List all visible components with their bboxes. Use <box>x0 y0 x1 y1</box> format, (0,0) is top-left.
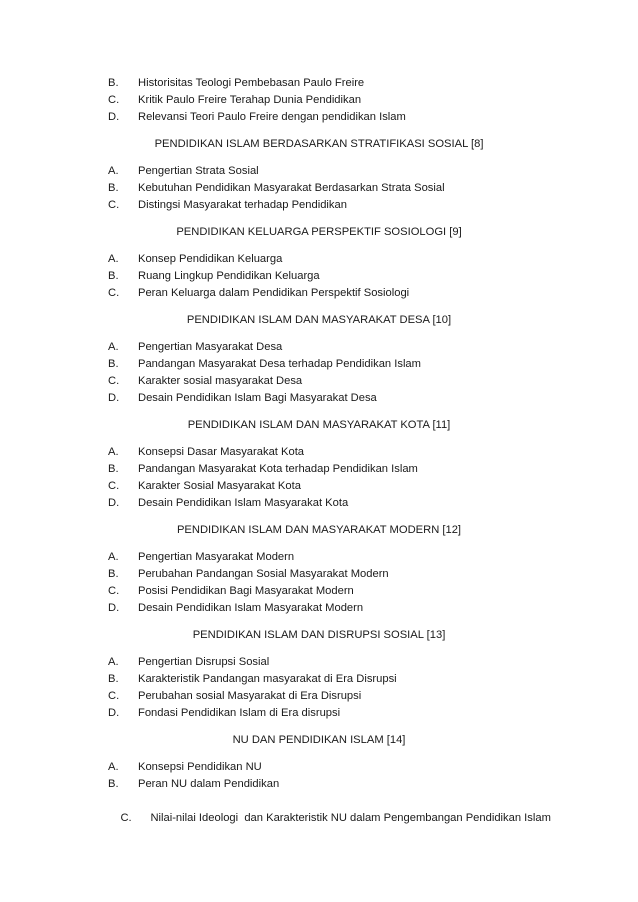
item-letter: A. <box>108 761 119 773</box>
list-item <box>108 654 269 671</box>
list-item <box>108 776 279 793</box>
item-text: Desain Pendidikan Islam Masyarakat Modern <box>138 602 364 614</box>
section-heading: PENDIDIKAN KELUARGA PERSPEKTIF SOSIOLOGI [9] <box>176 226 462 238</box>
list-item <box>108 339 282 356</box>
item-letter: C. <box>120 812 132 824</box>
list-item <box>108 373 302 390</box>
item-text: Fondasi Pendidikan Islam di Era disrupsi <box>138 707 341 719</box>
item-letter: A. <box>108 446 119 458</box>
item-text: Pengertian Masyarakat Modern <box>138 551 295 563</box>
item-text: Desain Pendidikan Islam Bagi Masyarakat Desa <box>138 392 377 404</box>
item-letter: D. <box>108 111 120 123</box>
list-item <box>108 268 320 285</box>
item-letter: B. <box>108 182 119 194</box>
item-letter: D. <box>108 497 120 509</box>
list-item <box>108 705 340 722</box>
item-letter: B. <box>108 463 119 475</box>
item-text: Karakter Sosial Masyarakat Kota <box>138 480 301 492</box>
list-item <box>108 390 377 407</box>
item-letter: B. <box>108 673 119 685</box>
list-item <box>108 688 361 705</box>
item-text: Distingsi Masyarakat terhadap Pendidikan <box>138 199 347 211</box>
list-item <box>108 180 445 197</box>
list-item <box>108 92 361 109</box>
item-text: Desain Pendidikan Islam Masyarakat Kota <box>138 497 349 509</box>
item-letter: D. <box>108 707 120 719</box>
item-letter: B. <box>108 358 119 370</box>
list-item <box>108 793 551 824</box>
item-text: Pengertian Masyarakat Desa <box>138 341 283 353</box>
item-letter: A. <box>108 551 119 563</box>
item-letter: C. <box>108 375 120 387</box>
item-letter: B. <box>108 270 119 282</box>
list-item <box>108 566 389 583</box>
item-text: Kritik Paulo Freire Terahap Dunia Pendidikan <box>138 94 362 106</box>
item-text: Peran NU dalam Pendidikan <box>138 778 280 790</box>
item-letter: A. <box>108 341 119 353</box>
list-item <box>108 759 262 776</box>
list-item <box>108 549 294 566</box>
item-text: Kebutuhan Pendidikan Masyarakat Berdasarkan Strata Sosial <box>138 182 445 194</box>
section-heading: PENDIDIKAN ISLAM BERDASARKAN STRATIFIKASI SOSIAL [8] <box>154 138 484 150</box>
item-text: Ruang Lingkup Pendidikan Keluarga <box>138 270 320 282</box>
item-letter: B. <box>108 77 119 89</box>
item-letter: C. <box>108 585 120 597</box>
item-text: Nilai-nilai Ideologi dan Karakteristik NU dalam Pengembangan Pendidikan Islam <box>150 812 551 824</box>
section-heading: PENDIDIKAN ISLAM DAN MASYARAKAT KOTA [11] <box>187 419 451 431</box>
item-letter: C. <box>108 94 120 106</box>
list-item <box>108 285 409 302</box>
list-item <box>108 461 418 478</box>
item-letter: D. <box>108 392 120 404</box>
item-letter: C. <box>108 480 120 492</box>
item-letter: C. <box>108 199 120 211</box>
item-text: Karakter sosial masyarakat Desa <box>138 375 303 387</box>
item-text: Perubahan Pandangan Sosial Masyarakat Modern <box>138 568 389 580</box>
item-text: Peran Keluarga dalam Pendidikan Perspektif Sosiologi <box>138 287 410 299</box>
item-text: Perubahan sosial Masyarakat di Era Disrupsi <box>138 690 362 702</box>
section-heading: NU DAN PENDIDIKAN ISLAM [14] <box>232 734 406 746</box>
list-item <box>108 251 282 268</box>
list-item <box>108 495 348 512</box>
list-item <box>108 75 364 92</box>
item-text: Pengertian Strata Sosial <box>138 165 259 177</box>
item-text: Pengertian Disrupsi Sosial <box>138 656 270 668</box>
list-item <box>108 583 354 600</box>
item-letter: D. <box>108 602 120 614</box>
item-letter: A. <box>108 656 119 668</box>
item-text: Konsepsi Pendidikan NU <box>138 761 262 773</box>
list-item <box>108 478 301 495</box>
list-item <box>108 444 304 461</box>
item-text: Historisitas Teologi Pembebasan Paulo Freire <box>138 77 365 89</box>
item-text: Pandangan Masyarakat Kota terhadap Pendidikan Islam <box>138 463 418 475</box>
list-item <box>108 197 347 214</box>
item-letter: A. <box>108 165 119 177</box>
item-text: Posisi Pendidikan Bagi Masyarakat Modern <box>138 585 354 597</box>
list-item <box>108 671 397 688</box>
item-letter: B. <box>108 778 119 790</box>
item-text: Konsep Pendidikan Keluarga <box>138 253 283 265</box>
item-letter: C. <box>108 287 120 299</box>
section-heading: PENDIDIKAN ISLAM DAN MASYARAKAT MODERN [12] <box>176 524 462 536</box>
section-heading: PENDIDIKAN ISLAM DAN DISRUPSI SOSIAL [13] <box>192 629 446 641</box>
item-text: Konsepsi Dasar Masyarakat Kota <box>138 446 305 458</box>
item-text: Pandangan Masyarakat Desa terhadap Pendidikan Islam <box>138 358 421 370</box>
list-item <box>108 356 421 373</box>
item-text: Karakteristik Pandangan masyarakat di Era Disrupsi <box>138 673 397 685</box>
item-letter: C. <box>108 690 120 702</box>
section-heading: PENDIDIKAN ISLAM DAN MASYARAKAT DESA [10] <box>186 314 452 326</box>
list-item <box>108 163 259 180</box>
list-item <box>108 600 363 617</box>
item-text: Relevansi Teori Paulo Freire dengan pendidikan Islam <box>138 111 406 123</box>
item-letter: B. <box>108 568 119 580</box>
item-letter: A. <box>108 253 119 265</box>
list-item <box>108 109 406 126</box>
